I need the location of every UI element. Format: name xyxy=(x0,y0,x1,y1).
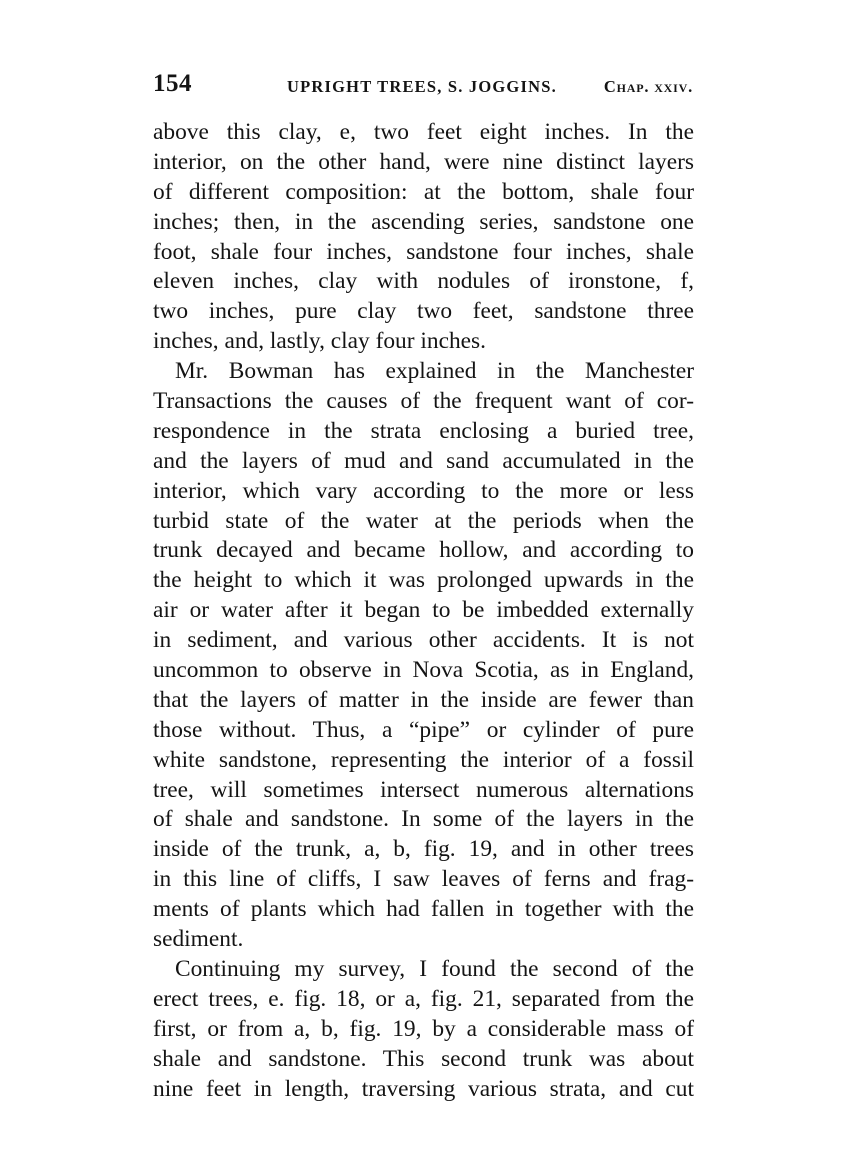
text-line: tree, will sometimes intersect numerous alternations xyxy=(153,776,694,803)
text-line: and the layers of mud and sand accumulated in the xyxy=(153,447,694,474)
text-line: shale and sandstone. This second trunk was about xyxy=(153,1045,694,1072)
text-line: inside of the trunk, a, b, fig. 19, and in other trees xyxy=(153,836,694,863)
text-line: of different composition: at the bottom, shale four xyxy=(153,178,694,205)
text-line: white sandstone, representing the interior of a fossil xyxy=(153,746,694,773)
text-line: ments of plants which had fallen in together with the xyxy=(153,896,694,923)
text-line: the height to which it was prolonged upwards in the xyxy=(153,567,694,594)
text-line: sediment. xyxy=(153,926,244,953)
text-line: Transactions the causes of the frequent want of cor- xyxy=(153,388,694,415)
text-line: respondence in the strata enclosing a buried tree, xyxy=(153,417,694,444)
text-line: in this line of cliffs, I saw leaves of ferns and frag- xyxy=(153,866,694,893)
text-line: air or water after it began to be imbedded externally xyxy=(153,597,694,624)
text-line: interior, which vary according to the more or less xyxy=(153,477,694,504)
text-line: trunk decayed and became hollow, and according to xyxy=(153,537,694,564)
text-line: turbid state of the water at the periods when the xyxy=(153,507,694,534)
text-line: of shale and sandstone. In some of the layers in the xyxy=(153,806,694,833)
text-line: uncommon to observe in Nova Scotia, as in England, xyxy=(153,657,694,684)
text-line: interior, on the other hand, were nine distinct layers xyxy=(153,148,694,175)
text-line: first, or from a, b, fig. 19, by a considerable mass of xyxy=(153,1015,694,1042)
text-line: Continuing my survey, I found the second of the xyxy=(175,955,694,982)
running-title: UPRIGHT TREES, S. JOGGINS. xyxy=(287,77,557,96)
page-number: 154 xyxy=(153,70,192,97)
body-text xyxy=(153,118,694,1104)
page-header xyxy=(153,70,693,102)
text-line: those without. Thus, a “pipe” or cylinder of pure xyxy=(153,716,694,743)
text-line: that the layers of matter in the inside are fewer than xyxy=(153,686,694,713)
text-line: nine feet in length, traversing various strata, and cut xyxy=(153,1075,694,1102)
text-line: inches, and, lastly, clay four inches. xyxy=(153,328,486,355)
chapter-label: Chap. xxiv. xyxy=(603,77,693,96)
text-line: two inches, pure clay two feet, sandstone three xyxy=(153,298,694,325)
text-line: above this clay, e, two feet eight inches. In the xyxy=(153,119,694,145)
text-line: in sediment, and various other accidents. It is not xyxy=(153,627,694,654)
text-line: erect trees, e. fig. 18, or a, fig. 21, separated from the xyxy=(153,985,694,1012)
text-line: eleven inches, clay with nodules of ironstone, f, xyxy=(153,268,694,295)
text-line: Mr. Bowman has explained in the Manchester xyxy=(175,358,694,385)
text-line: foot, shale four inches, sandstone four inches, shale xyxy=(153,238,694,265)
text-line: inches; then, in the ascending series, sandstone one xyxy=(153,208,694,235)
